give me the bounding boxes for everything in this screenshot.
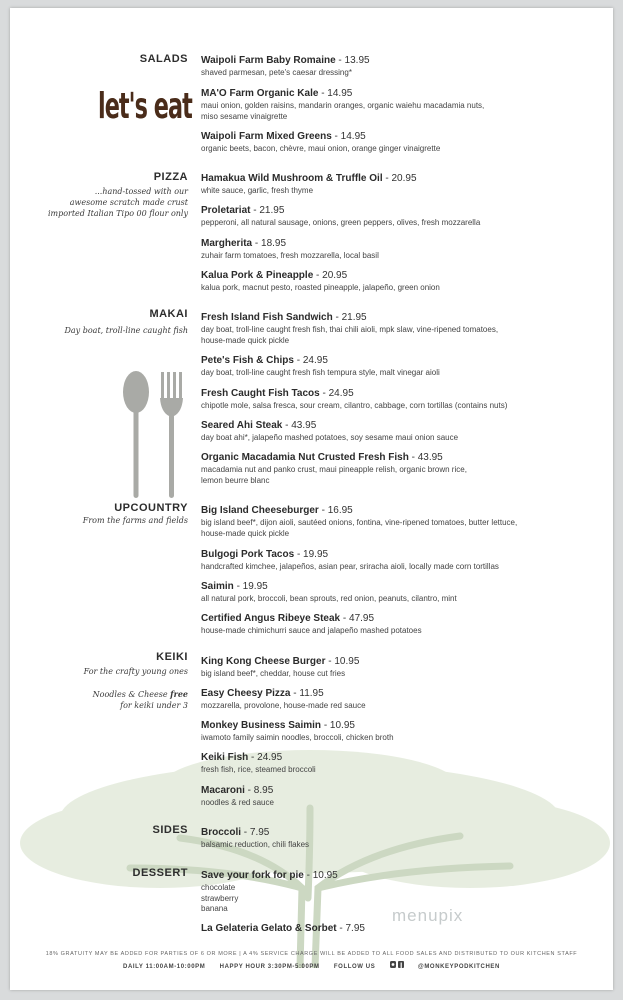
menu-item: Organic Macadamia Nut Crusted Fresh Fish - 43.95 macadamia nut and panko crust, maui pineapple relish, organic brown rice, lemon beurre blanc (201, 452, 467, 485)
instagram-facebook-icon[interactable] (390, 961, 404, 968)
menu-item: Fresh Caught Fish Tacos - 24.95 chipotle mole, salsa fresca, sour cream, cilantro, cabbage, corn tortillas (contains nuts) (201, 388, 508, 410)
menupix-watermark: menupix (392, 906, 464, 925)
social-icons[interactable] (390, 964, 406, 970)
menu-item: Save your fork for pie - 10.95 chocolate strawberry banana (201, 870, 338, 913)
footer-gratuity-note: 18% GRATUITY MAY BE ADDED FOR PARTIES OF 6 OR MORE | A 4% SERVICE CHARGE WILL BE ADDED TO ALL FOOD SALES AND DISTRIBUTED TO OUR KITCHEN STAFF (45, 951, 578, 957)
menu-item: Keiki Fish - 24.95 fresh fish, rice, steamed broccoli (201, 752, 316, 774)
menu-item: Broccoli - 7.95 balsamic reduction, chili flakes (201, 827, 310, 849)
category-dessert: DESSERT (132, 867, 188, 879)
menu-item: King Kong Cheese Burger - 10.95 big island beef*, cheddar, house cut fries (201, 656, 360, 678)
category-makai: MAKAI (149, 308, 188, 320)
menu-item: MA'O Farm Organic Kale - 14.95 maui onion, golden raisins, mandarin oranges, organic waiehu macadamia nuts, miso sesame vinaigrette (201, 88, 485, 121)
menu-item: Seared Ahi Steak - 43.95 day boat ahi*, jalapeño mashed potatoes, soy sesame maui onion sauce (201, 420, 459, 442)
category-pizza: PIZZA (153, 171, 188, 183)
footer-info (10, 961, 613, 970)
footer-happy-hour: HAPPY HOUR 3:30PM-5:00PM (219, 964, 320, 970)
menu-item: Fresh Island Fish Sandwich - 21.95 day boat, troll-line caught fresh fish, thai chili aioli, mpk slaw, vine-ripened tomatoes, house-made quick pickle (201, 312, 499, 345)
menu-item: Waipoli Farm Mixed Greens - 14.95 organic beets, bacon, chèvre, maui onion, orange ginger vinaigrette (201, 131, 441, 153)
menu-item: Kalua Pork & Pineapple - 20.95 kalua pork, macnut pesto, roasted pineapple, jalapeño, green onion (201, 270, 440, 292)
page-headline: let's eat (98, 86, 192, 127)
makai-note: Day boat, troll-line caught fish (64, 326, 188, 335)
footer-handle[interactable]: @MONKEYPODKITCHEN (417, 964, 500, 970)
keiki-free-note: Noodles & Cheese free for keiki under 3 (92, 689, 188, 710)
category-upcountry: UPCOUNTRY (114, 502, 188, 514)
footer-follow: FOLLOW US (333, 964, 376, 970)
spoon-fork-icon (118, 370, 188, 500)
menu-item: Pete's Fish & Chips - 24.95 day boat, troll-line caught fresh fish tempura style, malt vinegar aioli (201, 355, 440, 377)
menu-item: Hamakua Wild Mushroom & Truffle Oil - 20.95 white sauce, garlic, fresh thyme (201, 173, 417, 195)
menu-item: Big Island Cheeseburger - 16.95 big island beef*, dijon aioli, sautéed onions, fontina, vine-ripened tomatoes, butter lettuce, house-made quick pickle (201, 505, 518, 538)
footer-hours: DAILY 11:00AM-10:00PM (123, 964, 206, 970)
pizza-note: ...hand-tossed with our awesome scratch made crust imported Italian Tipo 00 flour only (47, 187, 188, 218)
menu-item: Monkey Business Saimin - 10.95 iwamoto family saimin noodles, broccoli, chicken broth (201, 720, 394, 742)
keiki-note: For the crafty young ones (83, 667, 188, 676)
menu-item: Waipoli Farm Baby Romaine - 13.95 shaved parmesan, pete's caesar dressing* (201, 55, 370, 77)
menu-item: Margherita - 18.95 zuhair farm tomatoes, fresh mozzarella, local basil (201, 238, 379, 260)
upcountry-note: From the farms and fields (82, 516, 188, 525)
menu-item: La Gelateria Gelato & Sorbet - 7.95 (201, 923, 365, 934)
category-salads: SALADS (139, 53, 188, 65)
menu-item: Saimin - 19.95 all natural pork, broccoli, bean sprouts, red onion, peanuts, cilantro, mint (201, 581, 457, 603)
menu-item: Easy Cheesy Pizza - 11.95 mozzarella, provolone, house-made red sauce (201, 688, 366, 710)
menu-item: Certified Angus Ribeye Steak - 47.95 house-made chimichurri sauce and jalapeño mashed potatoes (201, 613, 422, 635)
menu-item: Proletariat - 21.95 pepperoni, all natural sausage, onions, green peppers, olives, fresh mozzarella (201, 205, 481, 227)
menu-item: Bulgogi Pork Tacos - 19.95 handcrafted kimchee, jalapeños, asian pear, sriracha aioli, locally made corn tortillas (201, 549, 499, 571)
menu-page (10, 8, 613, 990)
category-sides: SIDES (152, 824, 188, 836)
menu-item: Macaroni - 8.95 noodles & red sauce (201, 785, 274, 807)
category-keiki: KEIKI (156, 651, 188, 663)
